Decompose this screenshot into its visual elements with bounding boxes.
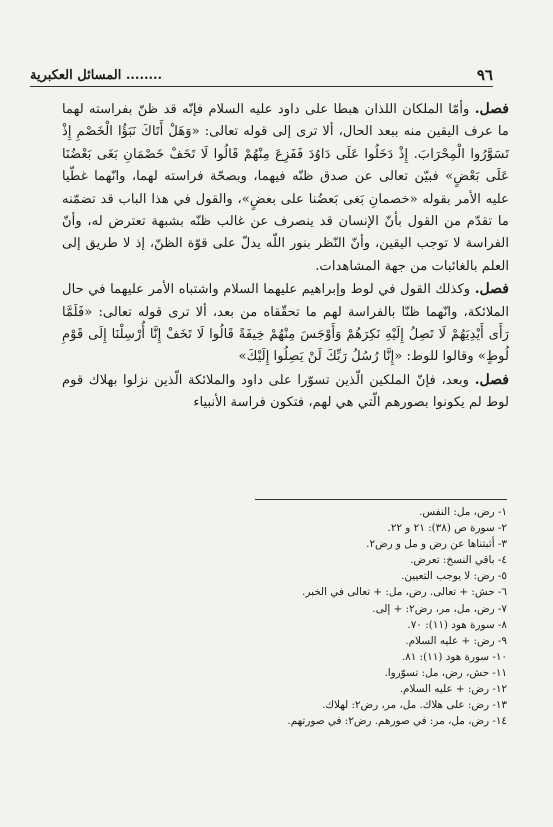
paragraph xyxy=(62,98,509,278)
paragraph-text: وبعد، فإنّ الملكين الّذين تسوّرا على داود والملائكة الّذين نزلوا بهلاك قوم لوط لم يكونوا بصورهم الّتي هي لهم، فتكون فراسة الأنبياء xyxy=(62,372,509,411)
footnote: ١٤- رض، مل، مر: في صورهم. رض٢: في صورتهم. xyxy=(287,715,507,728)
footnote: ١٣- رض: على هلاك. مل، مر، رض٢: لهلاك. xyxy=(322,699,507,712)
footnotes xyxy=(62,504,507,729)
footnote: ٦- حش: + تعالى. رض، مل: + تعالى في الخبر. xyxy=(302,586,507,599)
paragraph-text: وكذلك القول في لوط وإبراهيم عليهما السلام واشتباه الأمر عليهما في حال الملائكة، وانّهما ظنّا بالفراسة لهم ما تحقّقاه من بعد، ألا ترى قوله تعالى: «فَلَمَّا رَأَى أَيْدِيَهُمْ لَا تَصِلُ إِلَيْهِ نَكِرَهُمْ وَأَوْجَسَ مِنْهُمْ خِيفَةً قَالُوا لَا تَخَفْ إِنَّا أُرْسِلْنَا إِلَى قَوْمِ لُوطٍ» وقالوا للوط: «إِنَّا رُسُلُ رَبِّكَ لَنْ يَصِلُوا إِلَيْكَ» xyxy=(62,282,509,365)
footnote: ٤- باقي النسخ: تعرض. xyxy=(410,554,507,567)
footnote: ٥- رض: لا يوجب التعيين. xyxy=(401,570,507,583)
running-title: ........ المسائل العكبرية xyxy=(30,67,163,83)
main-text xyxy=(62,98,509,415)
footnote: ٩- رض: + عليه السلام. xyxy=(405,634,507,647)
footnote: ١٠- سورة هود (١١): ٨١. xyxy=(401,650,507,663)
page-number: ٩٦ xyxy=(476,66,493,84)
section-lead: فصل. xyxy=(474,371,509,388)
footnote: ١١- حش، رض، مل: تسوّروا. xyxy=(384,666,507,679)
footnote: ١- رض، مل: النفس. xyxy=(419,506,507,518)
footnote: ٨- سورة هود (١١): ٧٠. xyxy=(407,618,507,631)
paragraph xyxy=(62,369,509,415)
footnote-divider xyxy=(255,499,507,500)
paragraph-text: وأمّا الملكان اللذان هبطا على داود عليه السلام فإنّه قد ظنّ بفراسته لهما ما عرف اليقين منه ببعد الحال، ألا ترى إلى قوله تعالى: «وَهَلْ أَتَاكَ نَبَؤُا الْخَصْمِ إِذْ تَسَوَّرُوا الْمِحْرَابَ. إِذْ دَخَلُوا عَلَى دَاوُدَ فَفَزِعَ مِنْهُمْ قَالُوا لَا تَخَفْ خَصْمَانِ بَغَى بَعْضُنَا عَلَى بَعْضٍ» فبيّن تعالى عن صدق ظنّه فيهما، وبصحّة فراسته لهما، وانّهما غطّيا عليه الأمر بقوله «خصمانِ بَغى بَعضُنا على بعضٍ»، والقول في هذا الباب قد تضمّنه ما تقدّم من القول بأنّ الإنسان قد ينصرف عن غالب ظنّه بشبهة تعترض له، وأنّ الفراسة لا توجب اليقين، وأنّ النّظر بنور اللّه يدلّ على قوّة الظنّ، إذ لا طريق إلى العلم بالغائبات من جهة المشاهدات. xyxy=(62,102,509,274)
footnote: ٣- أثبتناها عن رض و مل و رض٢. xyxy=(366,538,507,551)
page-header xyxy=(30,64,493,87)
footnote: ٧- رض، مل، مر، رض٢: + إلى. xyxy=(372,602,507,615)
section-lead: فصل. xyxy=(474,101,509,117)
footnote: ٢- سورة ص (٣٨): ٢١ و ٢٢. xyxy=(387,522,507,535)
paragraph xyxy=(62,278,509,369)
section-lead: فصل. xyxy=(474,281,509,298)
footnote: ١٢- رض: + عليه السلام. xyxy=(399,683,507,696)
